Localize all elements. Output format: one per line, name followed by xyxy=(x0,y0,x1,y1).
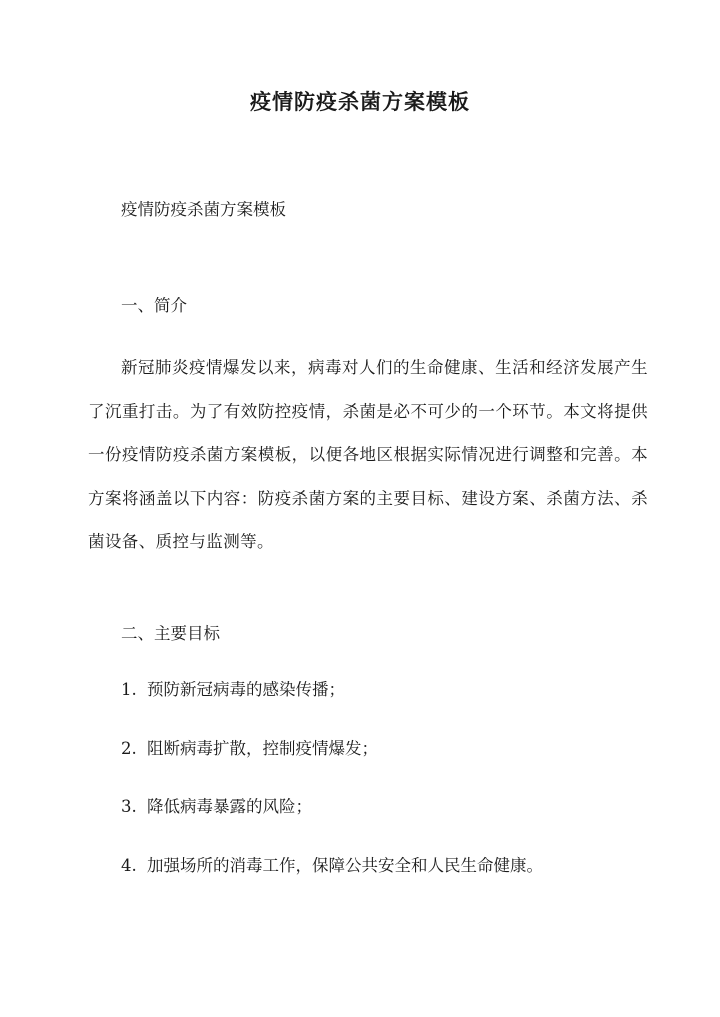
list-item xyxy=(121,735,543,794)
list-item xyxy=(121,852,543,911)
document-subtitle: 疫情防疫杀菌方案模板 xyxy=(121,200,286,219)
list-item xyxy=(121,793,543,852)
intro-paragraph: 新冠肺炎疫情爆发以来，病毒对人们的生命健康、生活和经济发展产生了沉重打击。为了有效防控疫情，杀菌是必不可少的一个环节。本文将提供一份疫情防疫杀菌方案模板，以便各地区根据实际情况进行调整和完善。本方案将涵盖以下内容：防疫杀菌方案的主要目标、建设方案、杀菌方法、杀菌设备、质控与监测等。 xyxy=(88,358,648,551)
list-item-text: 降低病毒暴露的风险； xyxy=(147,797,312,816)
document-title: 疫情防疫杀菌方案模板 xyxy=(250,89,470,114)
list-item-text: 阻断病毒扩散，控制疫情爆发； xyxy=(147,738,378,758)
list-item-text: 预防新冠病毒的感染传播； xyxy=(147,680,345,699)
goals-list xyxy=(121,676,543,910)
list-item-text: 加强场所的消毒工作，保障公共安全和人民生命健康。 xyxy=(147,855,543,875)
list-item-number: 4. xyxy=(121,855,137,875)
list-item-number: 3. xyxy=(121,797,137,816)
list-item-number: 1. xyxy=(121,680,137,699)
list-item-number: 2. xyxy=(121,738,137,758)
section-heading-goals: 二、主要目标 xyxy=(121,624,220,643)
section-heading-intro: 一、简介 xyxy=(121,296,187,315)
list-item xyxy=(121,676,543,735)
